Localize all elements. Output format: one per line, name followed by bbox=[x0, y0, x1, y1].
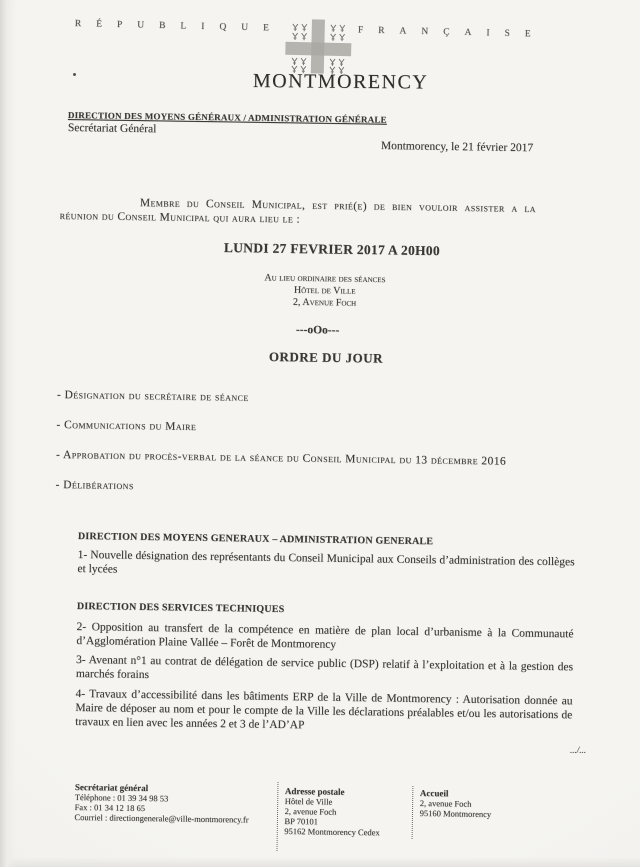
agenda-item: - Délibérations bbox=[55, 478, 134, 493]
footer-divider bbox=[276, 782, 278, 851]
meeting-location bbox=[239, 272, 410, 311]
footer-email: Courriel : directiongenerale@ville-montmorency.fr bbox=[74, 811, 249, 825]
ooo-divider: ---oOo--- bbox=[295, 324, 340, 337]
office-subheading: Secrétariat Général bbox=[67, 122, 157, 136]
footer-contact-title: Secrétariat général bbox=[74, 782, 149, 794]
footer-reception-line: 2, avenue Foch bbox=[419, 797, 472, 809]
footer-postal-line: Hôtel de Ville bbox=[284, 795, 333, 807]
footer-phone: Téléphone : 01 39 34 98 53 bbox=[74, 791, 169, 804]
city-title: MONTMORENCY bbox=[252, 70, 429, 94]
footer-reception-title: Accueil bbox=[419, 788, 449, 799]
francaise-text: FRANÇAISE bbox=[357, 25, 546, 40]
section-heading-services-techniques: DIRECTION DES SERVICES TECHNIQUES bbox=[76, 600, 285, 616]
footer-reception-line: 95160 Montmorency bbox=[419, 807, 492, 820]
footer-divider bbox=[412, 786, 414, 839]
meeting-datetime: LUNDI 27 FEVRIER 2017 A 20H00 bbox=[223, 240, 441, 259]
section-heading-moyens-generaux: DIRECTION DES MOYENS GENERAUX – ADMINISTRATION GENERALE bbox=[77, 531, 434, 548]
footer-postal-title: Adresse postale bbox=[284, 786, 345, 797]
footer-fax: Fax : 01 34 12 18 65 bbox=[74, 801, 146, 814]
deliberation-item-1: 1- Nouvelle désignation des représentants du Conseil Municipal aux Conseils d’administration des collèges et lycées bbox=[77, 548, 575, 576]
scan-speck bbox=[73, 73, 76, 76]
footer-contact-block bbox=[74, 782, 249, 825]
deliberation-item-4: 4- Travaux d’accessibilité dans les bâtiments ERP de la Ville de Montmorency : Autorisation donnée au Maire de déposer au nom et pour le compte de la Ville les déclarations préalables et/ou les autorisations de travaux en lien avec les années 2 et 3 de l’AD’AP bbox=[75, 687, 573, 732]
convocation-paragraph: Membre du Conseil Municipal, est prié(e) de bien vouloir assister a la réunion du Conseil Municipal qui aura lieu le : bbox=[59, 197, 536, 226]
deliberation-item-3: 3- Avenant n°1 au contrat de délégation de service public (DSP) relatif à l’exploitation et à la gestion des marchés forains bbox=[75, 653, 574, 682]
republique-text: RÉPUBLIQUE bbox=[74, 18, 285, 34]
agenda-item: - Désignation du secrétaire de séance bbox=[56, 389, 249, 404]
footer-postal-line: BP 70101 bbox=[284, 815, 319, 827]
location-line: 2, Avenue Foch bbox=[292, 296, 357, 309]
agenda-list bbox=[55, 389, 579, 517]
footer-postal-block bbox=[284, 786, 380, 837]
continuation-mark: .../... bbox=[570, 745, 587, 755]
deliberation-item-2: 2- Opposition au transfert de la compétence en matière de plan local d’urbanisme à la Communauté d’Agglomération Plaine Vallée – Forêt de Montmorency bbox=[76, 620, 574, 651]
deliberations-sections bbox=[75, 531, 575, 736]
department-heading: DIRECTION DES MOYENS GÉNÉRAUX / ADMINISTRATION GÉNÉRALE bbox=[67, 110, 387, 125]
footer-postal-line: 95162 Montmorency Cedex bbox=[284, 825, 380, 838]
footer-reception-block bbox=[420, 788, 492, 819]
dateline: Montmorency, le 21 février 2017 bbox=[380, 140, 534, 155]
agenda-item: - Communications du Maire bbox=[56, 418, 197, 434]
location-line: Hôtel de Ville bbox=[293, 284, 356, 297]
agenda-item: - Approbation du procès-verbal de la séance du Conseil Municipal du 13 décembre 2016 bbox=[55, 448, 507, 468]
agenda-heading: ORDRE DU JOUR bbox=[268, 349, 384, 366]
footer-postal-line: 2, avenue Foch bbox=[284, 805, 337, 817]
location-line: Au lieu ordinaire des séances bbox=[264, 272, 386, 286]
